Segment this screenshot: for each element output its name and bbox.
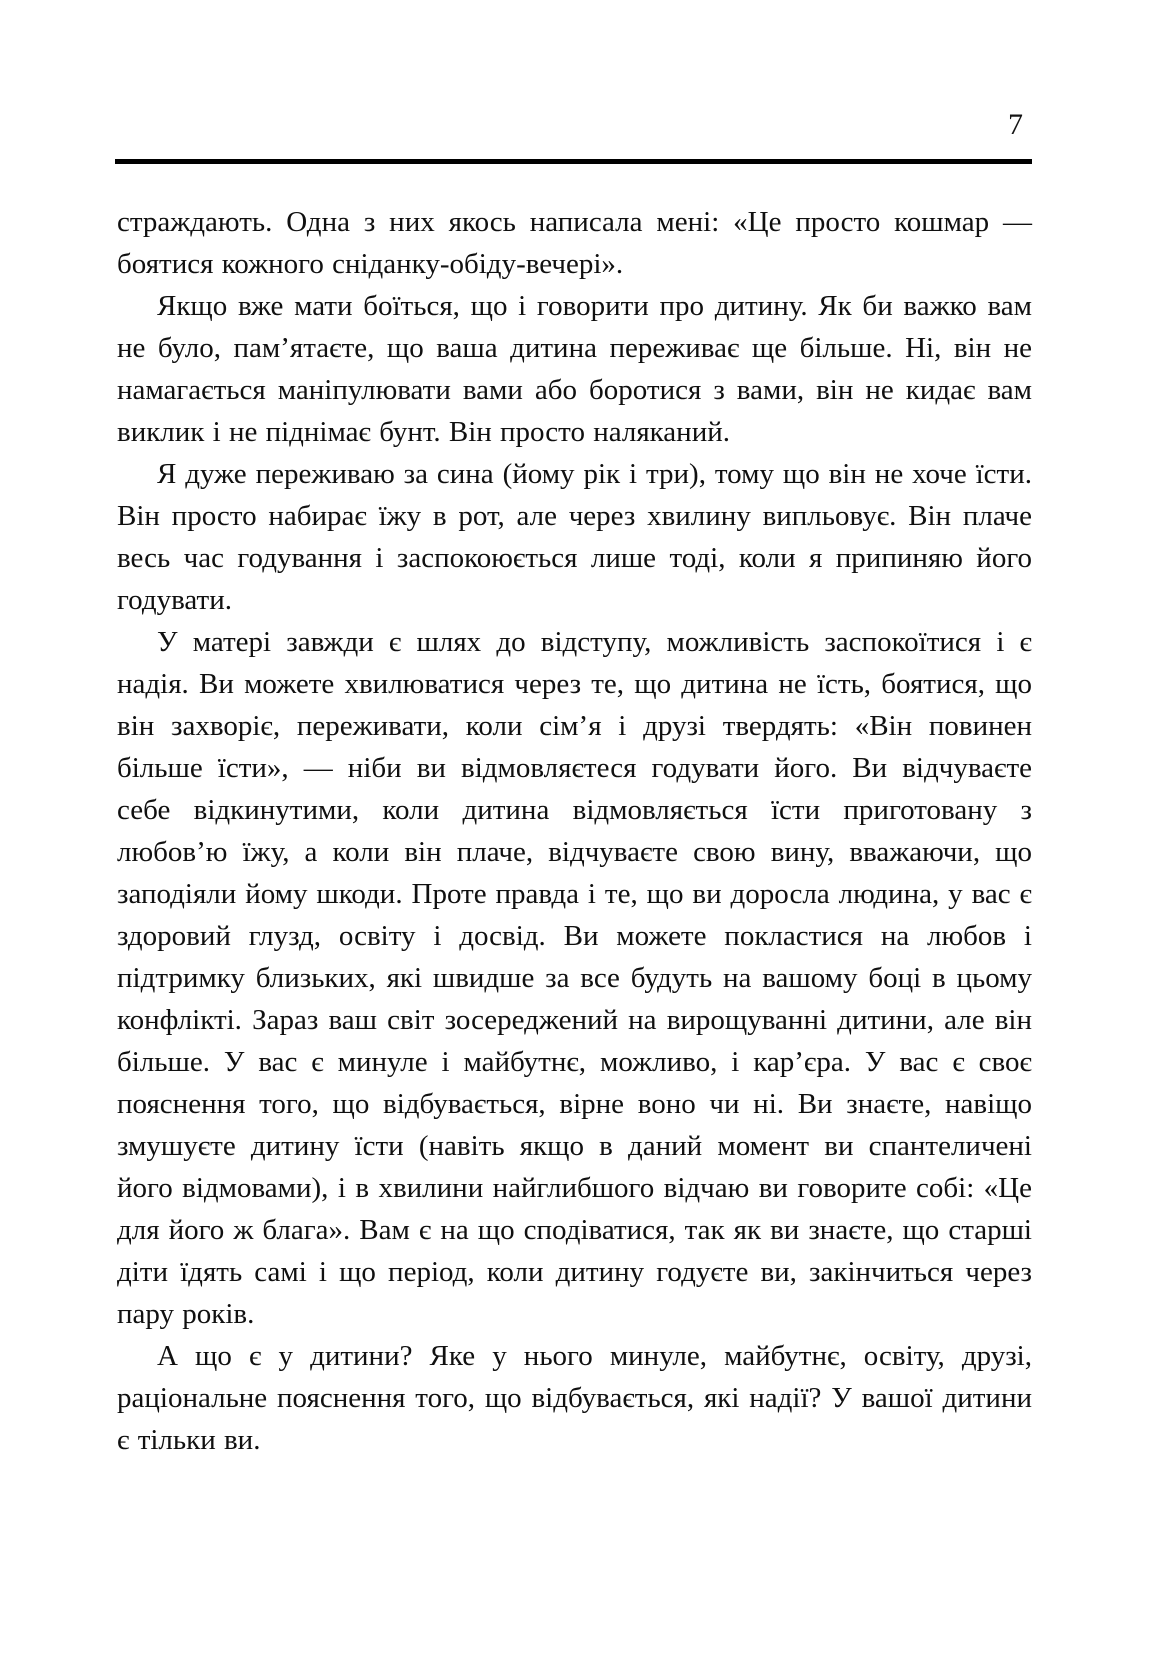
page-number: 7 [1008, 108, 1023, 141]
paragraph: Якщо вже мати боїться, що і говорити про дитину. Як би важко вам не було, пам’ятаєте, що ваша дитина переживає ще більше. Ні, він не намагається маніпулювати вами або боротися з вами, він не кидає вам виклик і не піднімає бунт. Він просто наляканий. [117, 290, 1032, 448]
header-rule [115, 159, 1032, 164]
paragraph: Я дуже переживаю за сина (йому рік і три), тому що він не хоче їсти. Він просто набирає їжу в рот, але через хвилину випльовує. Він плаче весь час годування і заспокоюється лише тоді, коли я припиняю його годувати. [117, 458, 1032, 616]
paragraph: У матері завжди є шлях до відступу, можливість заспокоїтися і є надія. Ви можете хвилюватися через те, що дитина не їсть, боятися, що він захворіє, переживати, коли сім’я і друзі твердять: «Він повинен більше їсти», — ніби ви відмовляєтеся годувати його. Ви відчуваєте себе відкинутими, коли дитина відмовляється їсти приготовану з любов’ю їжу, а коли він плаче, відчуваєте свою вину, вважаючи, що заподіяли йому шкоди. Проте правда і те, що ви доросла людина, у вас є здоровий глузд, освіту і досвід. Ви можете покластися на любов і підтримку близьких, які швидше за все будуть на вашому боці в цьому конфлікті. Зараз ваш світ зосереджений на вирощуванні дитини, але він більше. У вас є минуле і майбутнє, можливо, і кар’єра. У вас є своє пояснення того, що відбувається, вірне воно чи ні. Ви знаєте, навіщо змушуєте дитину їсти (навіть якщо в даний момент ви спантеличені його відмовами), і в хвилини найглибшого відчаю ви говорите собі: «Це для його ж блага». Вам є на що сподіватися, так як ви знаєте, що старші діти їдять самі і що період, коли дитину годуєте ви, закінчиться через пару років. [117, 626, 1032, 1330]
paragraph: страждають. Одна з них якось написала мені: «Це просто кошмар — боятися кожного сніданку-обіду-вечері». [117, 206, 1032, 280]
paragraph: А що є у дитини? Яке у нього минуле, майбутнє, освіту, друзі, раціональне пояснення того, що відбувається, які надії? У вашої дитини є тільки ви. [117, 1340, 1032, 1456]
page-body [117, 201, 1032, 1461]
